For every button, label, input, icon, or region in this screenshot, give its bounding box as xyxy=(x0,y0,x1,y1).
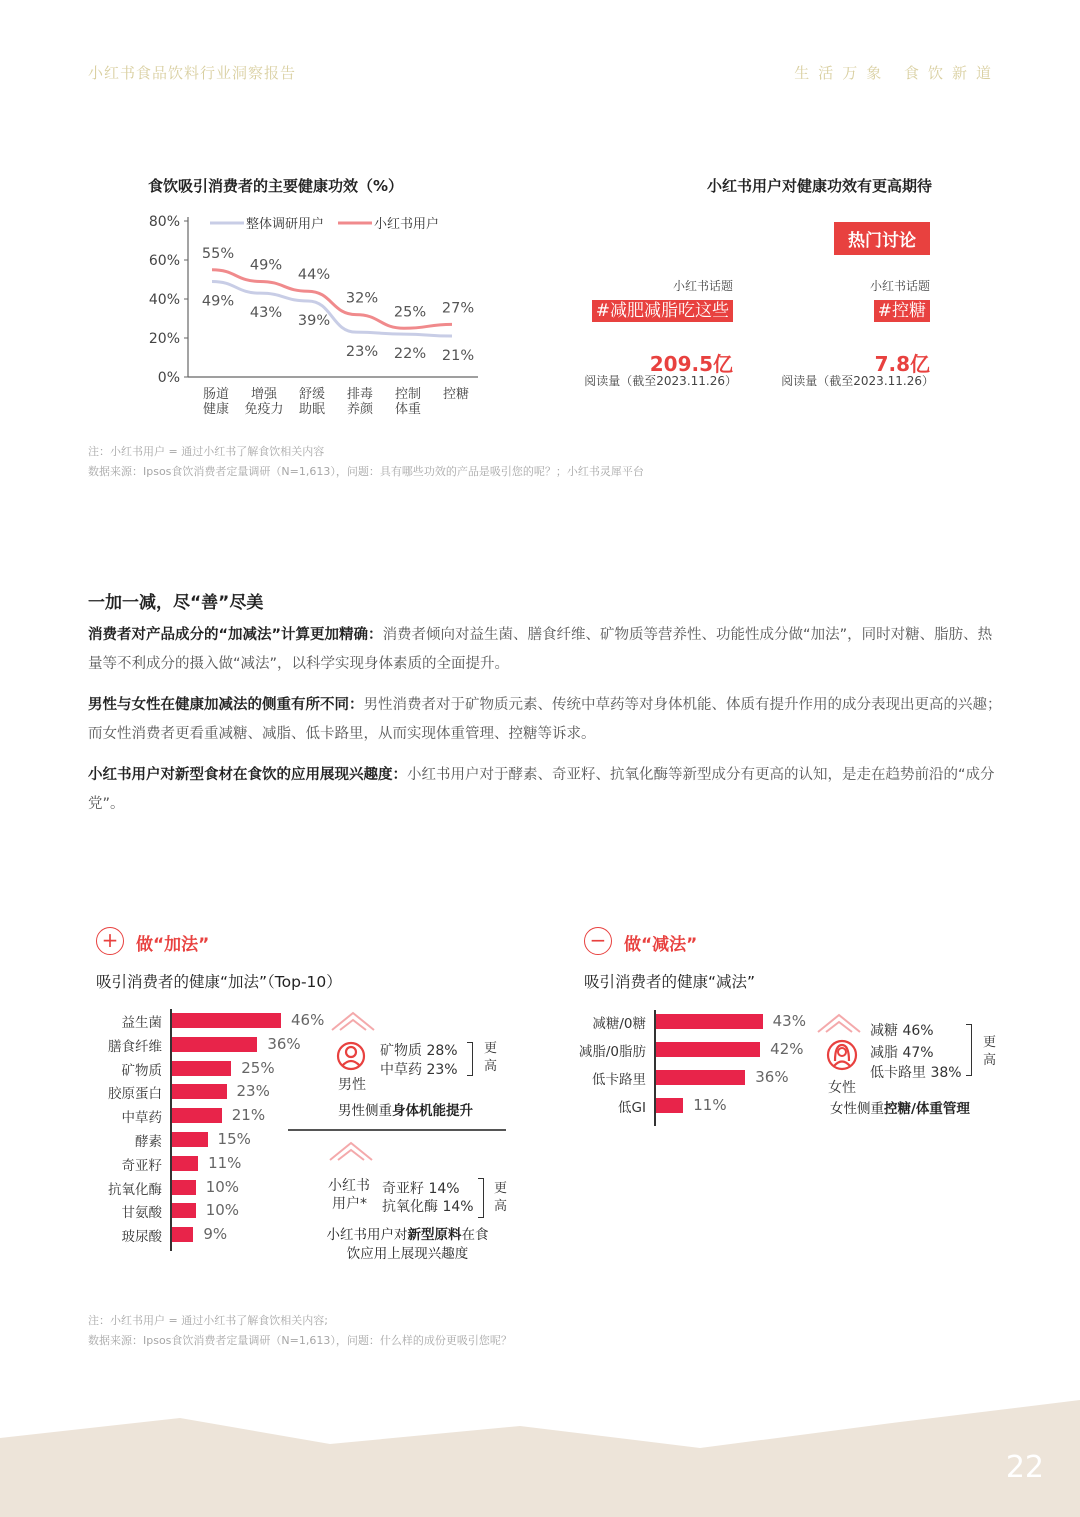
female-caption-emphasis: 控糖/体重管理 xyxy=(884,1101,970,1117)
paragraph-1 xyxy=(88,621,1003,679)
report-slogan: 生活万象 食饮新道 xyxy=(794,64,1000,82)
data-label-xhs: 25% xyxy=(393,304,427,321)
topic-2-count: 7.8亿 xyxy=(874,352,930,376)
xhs-caption-mid: 在食 xyxy=(461,1227,489,1243)
bar xyxy=(656,1014,763,1029)
bar-value: 46% xyxy=(291,1011,325,1029)
minus-subtitle: 吸引消费者的健康“减法” xyxy=(584,973,756,991)
y-tick-label: 0% xyxy=(157,370,180,386)
up-arrow-icon xyxy=(816,1012,862,1034)
data-label-overall: 43% xyxy=(249,305,283,322)
bar xyxy=(172,1156,198,1171)
y-tick-label: 80% xyxy=(148,214,180,230)
bar-label: 胶原蛋白 xyxy=(108,1086,162,1103)
minus-icon: − xyxy=(584,927,612,955)
up-arrow-icon xyxy=(328,1140,374,1162)
minus-title: 做“减法” xyxy=(624,935,698,955)
topic-1-label: 小红书话题 xyxy=(672,279,733,293)
bar xyxy=(656,1042,760,1057)
male-caption xyxy=(338,1099,473,1119)
bar-value: 25% xyxy=(241,1058,275,1077)
x-tick-label: 助眠 xyxy=(298,402,326,417)
bar-label: 益生菌 xyxy=(121,1015,162,1031)
bar-value: 23% xyxy=(236,1082,270,1101)
x-tick-label: 肠道 xyxy=(202,387,230,402)
x-tick-label: 增强 xyxy=(250,387,278,402)
hot-discussion-badge: 热门讨论 xyxy=(834,222,930,255)
bar xyxy=(172,1132,208,1147)
paragraph-3 xyxy=(88,761,1003,819)
note-1: 注：小红书用户 = 通过小红书了解食饮相关内容 xyxy=(88,445,325,458)
source-2: 数据来源：Ipsos食饮消费者定量调研（N=1,613），问题：什么样的成份更吸引您呢？ xyxy=(88,1334,512,1347)
bar-label: 低卡路里 xyxy=(592,1072,646,1088)
xhs-item-2: 抗氧化酶 14% xyxy=(382,1199,474,1215)
topic-2-tag[interactable]: #控糖 xyxy=(874,300,930,322)
topic-1-count: 209.5亿 xyxy=(649,352,733,376)
x-tick-label: 养颜 xyxy=(346,402,374,417)
bar-label: 奇亚籽 xyxy=(121,1157,162,1174)
xhs-label-line2: 用户* xyxy=(332,1196,367,1212)
data-label-xhs: 44% xyxy=(297,267,331,284)
topic-1-note: 阅读量（截至2023.11.26） xyxy=(584,374,737,388)
source-1: 数据来源：Ipsos食饮消费者定量调研（N=1,613），问题：具有哪些功效的产品是吸引您的呢？；小红书灵犀平台 xyxy=(88,465,644,478)
data-label-overall: 39% xyxy=(297,312,331,329)
footer-wave xyxy=(0,1400,1080,1517)
xhs-bracket xyxy=(478,1178,484,1218)
male-user-icon xyxy=(336,1041,366,1071)
legend-label: 整体调研用户 xyxy=(246,217,325,232)
paragraph-1-lead: 消费者对产品成分的“加减法”计算更加精确： xyxy=(88,627,383,643)
paragraph-3-lead: 小红书用户对新型食材在食饮的应用展现兴趣度： xyxy=(88,767,407,783)
topic-1-tag[interactable]: #减肥减脂吃这些 xyxy=(592,300,733,322)
xhs-more-label: 更高 xyxy=(494,1181,508,1214)
bar xyxy=(172,1227,193,1242)
female-label: 女性 xyxy=(828,1080,856,1096)
bar xyxy=(172,1013,281,1028)
line-chart-plot xyxy=(202,246,474,364)
x-tick-label: 控糖 xyxy=(442,387,470,402)
bar xyxy=(172,1084,227,1099)
bar-value: 11% xyxy=(208,1153,242,1172)
xhs-label-line1: 小红书 xyxy=(328,1178,370,1194)
bar-label: 减糖/0糖 xyxy=(592,1016,646,1032)
female-item-3: 低卡路里 38% xyxy=(870,1065,962,1081)
female-bracket xyxy=(966,1024,972,1076)
x-tick-label: 体重 xyxy=(394,402,422,417)
legend-label: 小红书用户 xyxy=(374,217,440,232)
xhs-caption-emphasis: 新型原料 xyxy=(407,1227,462,1243)
bar-value: 21% xyxy=(231,1106,266,1125)
xhs-caption-suffix: 饮应用上展现兴趣度 xyxy=(346,1246,469,1262)
bar-value: 36% xyxy=(267,1034,301,1053)
data-label-overall: 21% xyxy=(441,348,475,365)
male-item-1: 矿物质 28% xyxy=(380,1043,458,1059)
hot-topics-title: 小红书用户对健康功效有更高期待 xyxy=(706,177,932,195)
data-label-overall: 49% xyxy=(201,293,235,310)
female-caption-prefix: 女性侧重 xyxy=(830,1101,884,1117)
paragraph-3-body: 小红书用户对于酵素、奇亚籽、抗氧化酶等新型成分有更高的认知，是走在趋势前沿的“成分党”。 xyxy=(88,767,995,812)
bar-label: 减脂/0脂肪 xyxy=(578,1044,646,1060)
bar-value: 9% xyxy=(203,1225,228,1244)
y-tick-label: 20% xyxy=(148,331,180,347)
male-caption-emphasis: 身体机能提升 xyxy=(392,1103,473,1119)
bar-label: 低GI xyxy=(618,1100,646,1116)
bar-value: 11% xyxy=(693,1096,727,1114)
xhs-user-label xyxy=(328,1177,370,1213)
bar-value: 10% xyxy=(205,1177,240,1196)
paragraph-2-body: 男性消费者对于矿物质元素、传统中草药等对身体机能、体质有提升作用的成分表现出更高的兴趣；而女性消费者更看重减糖、减脂、低卡路里，从而实现体重管理、控糖等诉求。 xyxy=(88,697,1002,742)
x-tick-label: 排毒 xyxy=(346,387,374,402)
x-tick-label: 控制 xyxy=(394,387,422,402)
bar-label: 甘氨酸 xyxy=(121,1205,162,1222)
bar-label: 抗氧化酶 xyxy=(108,1181,162,1198)
data-label-overall: 22% xyxy=(393,346,427,363)
bar-label: 膳食纤维 xyxy=(108,1038,162,1055)
data-label-xhs: 32% xyxy=(345,290,379,307)
x-tick-label: 免疫力 xyxy=(244,402,284,417)
data-label-xhs: 49% xyxy=(249,257,283,274)
female-item-1: 减糖 46% xyxy=(870,1023,934,1039)
bar xyxy=(172,1061,231,1076)
bar-value: 42% xyxy=(770,1040,804,1058)
bar xyxy=(656,1098,683,1113)
data-label-xhs: 27% xyxy=(441,300,475,317)
male-bracket xyxy=(467,1042,473,1076)
bar-label: 酵素 xyxy=(135,1134,162,1150)
female-item-2: 减脂 47% xyxy=(870,1045,934,1061)
section-heading: 一加一减，尽“善”尽美 xyxy=(88,593,264,613)
data-label-xhs: 55% xyxy=(201,245,235,262)
bar xyxy=(656,1070,745,1085)
bar-label: 玻尿酸 xyxy=(121,1229,162,1246)
line-chart xyxy=(140,205,490,425)
paragraph-1-body: 消费者倾向对益生菌、膳食纤维、矿物质等营养性、功能性成分做“加法”，同时对糖、脂肪、热量等不利成分的摄入做“减法”，以科学实现身体素质的全面提升。 xyxy=(88,627,993,672)
bar-label: 矿物质 xyxy=(121,1062,162,1079)
bar-value: 15% xyxy=(217,1130,251,1148)
y-tick-label: 60% xyxy=(148,253,180,269)
bar xyxy=(172,1108,222,1123)
male-label: 男性 xyxy=(338,1077,366,1093)
xhs-caption xyxy=(315,1226,500,1264)
bar-label: 中草药 xyxy=(121,1110,162,1127)
note-2: 注：小红书用户 = 通过小红书了解食饮相关内容; xyxy=(88,1314,328,1327)
page-number: 22 xyxy=(1005,1450,1044,1485)
topic-2-note: 阅读量（截至2023.11.26） xyxy=(781,374,934,388)
bar xyxy=(172,1037,257,1052)
x-tick-label: 舒缓 xyxy=(298,387,326,402)
y-tick-label: 40% xyxy=(148,292,180,308)
male-item-2: 中草药 23% xyxy=(380,1062,458,1078)
plus-title: 做“加法” xyxy=(136,935,210,955)
plus-icon: + xyxy=(96,927,124,955)
divider xyxy=(288,1129,506,1131)
plus-subtitle: 吸引消费者的健康“加法”（Top-10） xyxy=(96,973,342,991)
report-title: 小红书食品饮料行业洞察报告 xyxy=(88,64,297,82)
up-arrow-icon xyxy=(330,1010,376,1032)
data-label-overall: 23% xyxy=(345,344,379,361)
bar-value: 36% xyxy=(755,1068,789,1086)
female-more-label: 更高 xyxy=(983,1035,997,1068)
female-caption xyxy=(830,1097,970,1117)
bar xyxy=(172,1180,196,1195)
xhs-caption-prefix: 小红书用户对 xyxy=(326,1227,408,1243)
xhs-item-1: 奇亚籽 14% xyxy=(382,1181,460,1197)
female-user-icon xyxy=(826,1039,858,1071)
paragraph-2-lead: 男性与女性在健康加减法的侧重有所不同： xyxy=(88,697,364,713)
line-chart-title: 食饮吸引消费者的主要健康功效（%） xyxy=(148,177,404,195)
x-tick-label: 健康 xyxy=(202,402,230,417)
topic-2-label: 小红书话题 xyxy=(869,279,930,293)
bar xyxy=(172,1203,196,1218)
bar-value: 43% xyxy=(772,1012,806,1030)
male-more-label: 更高 xyxy=(484,1041,498,1074)
male-caption-prefix: 男性侧重 xyxy=(338,1103,392,1119)
paragraph-2 xyxy=(88,691,1003,749)
bar-value: 10% xyxy=(205,1201,240,1220)
